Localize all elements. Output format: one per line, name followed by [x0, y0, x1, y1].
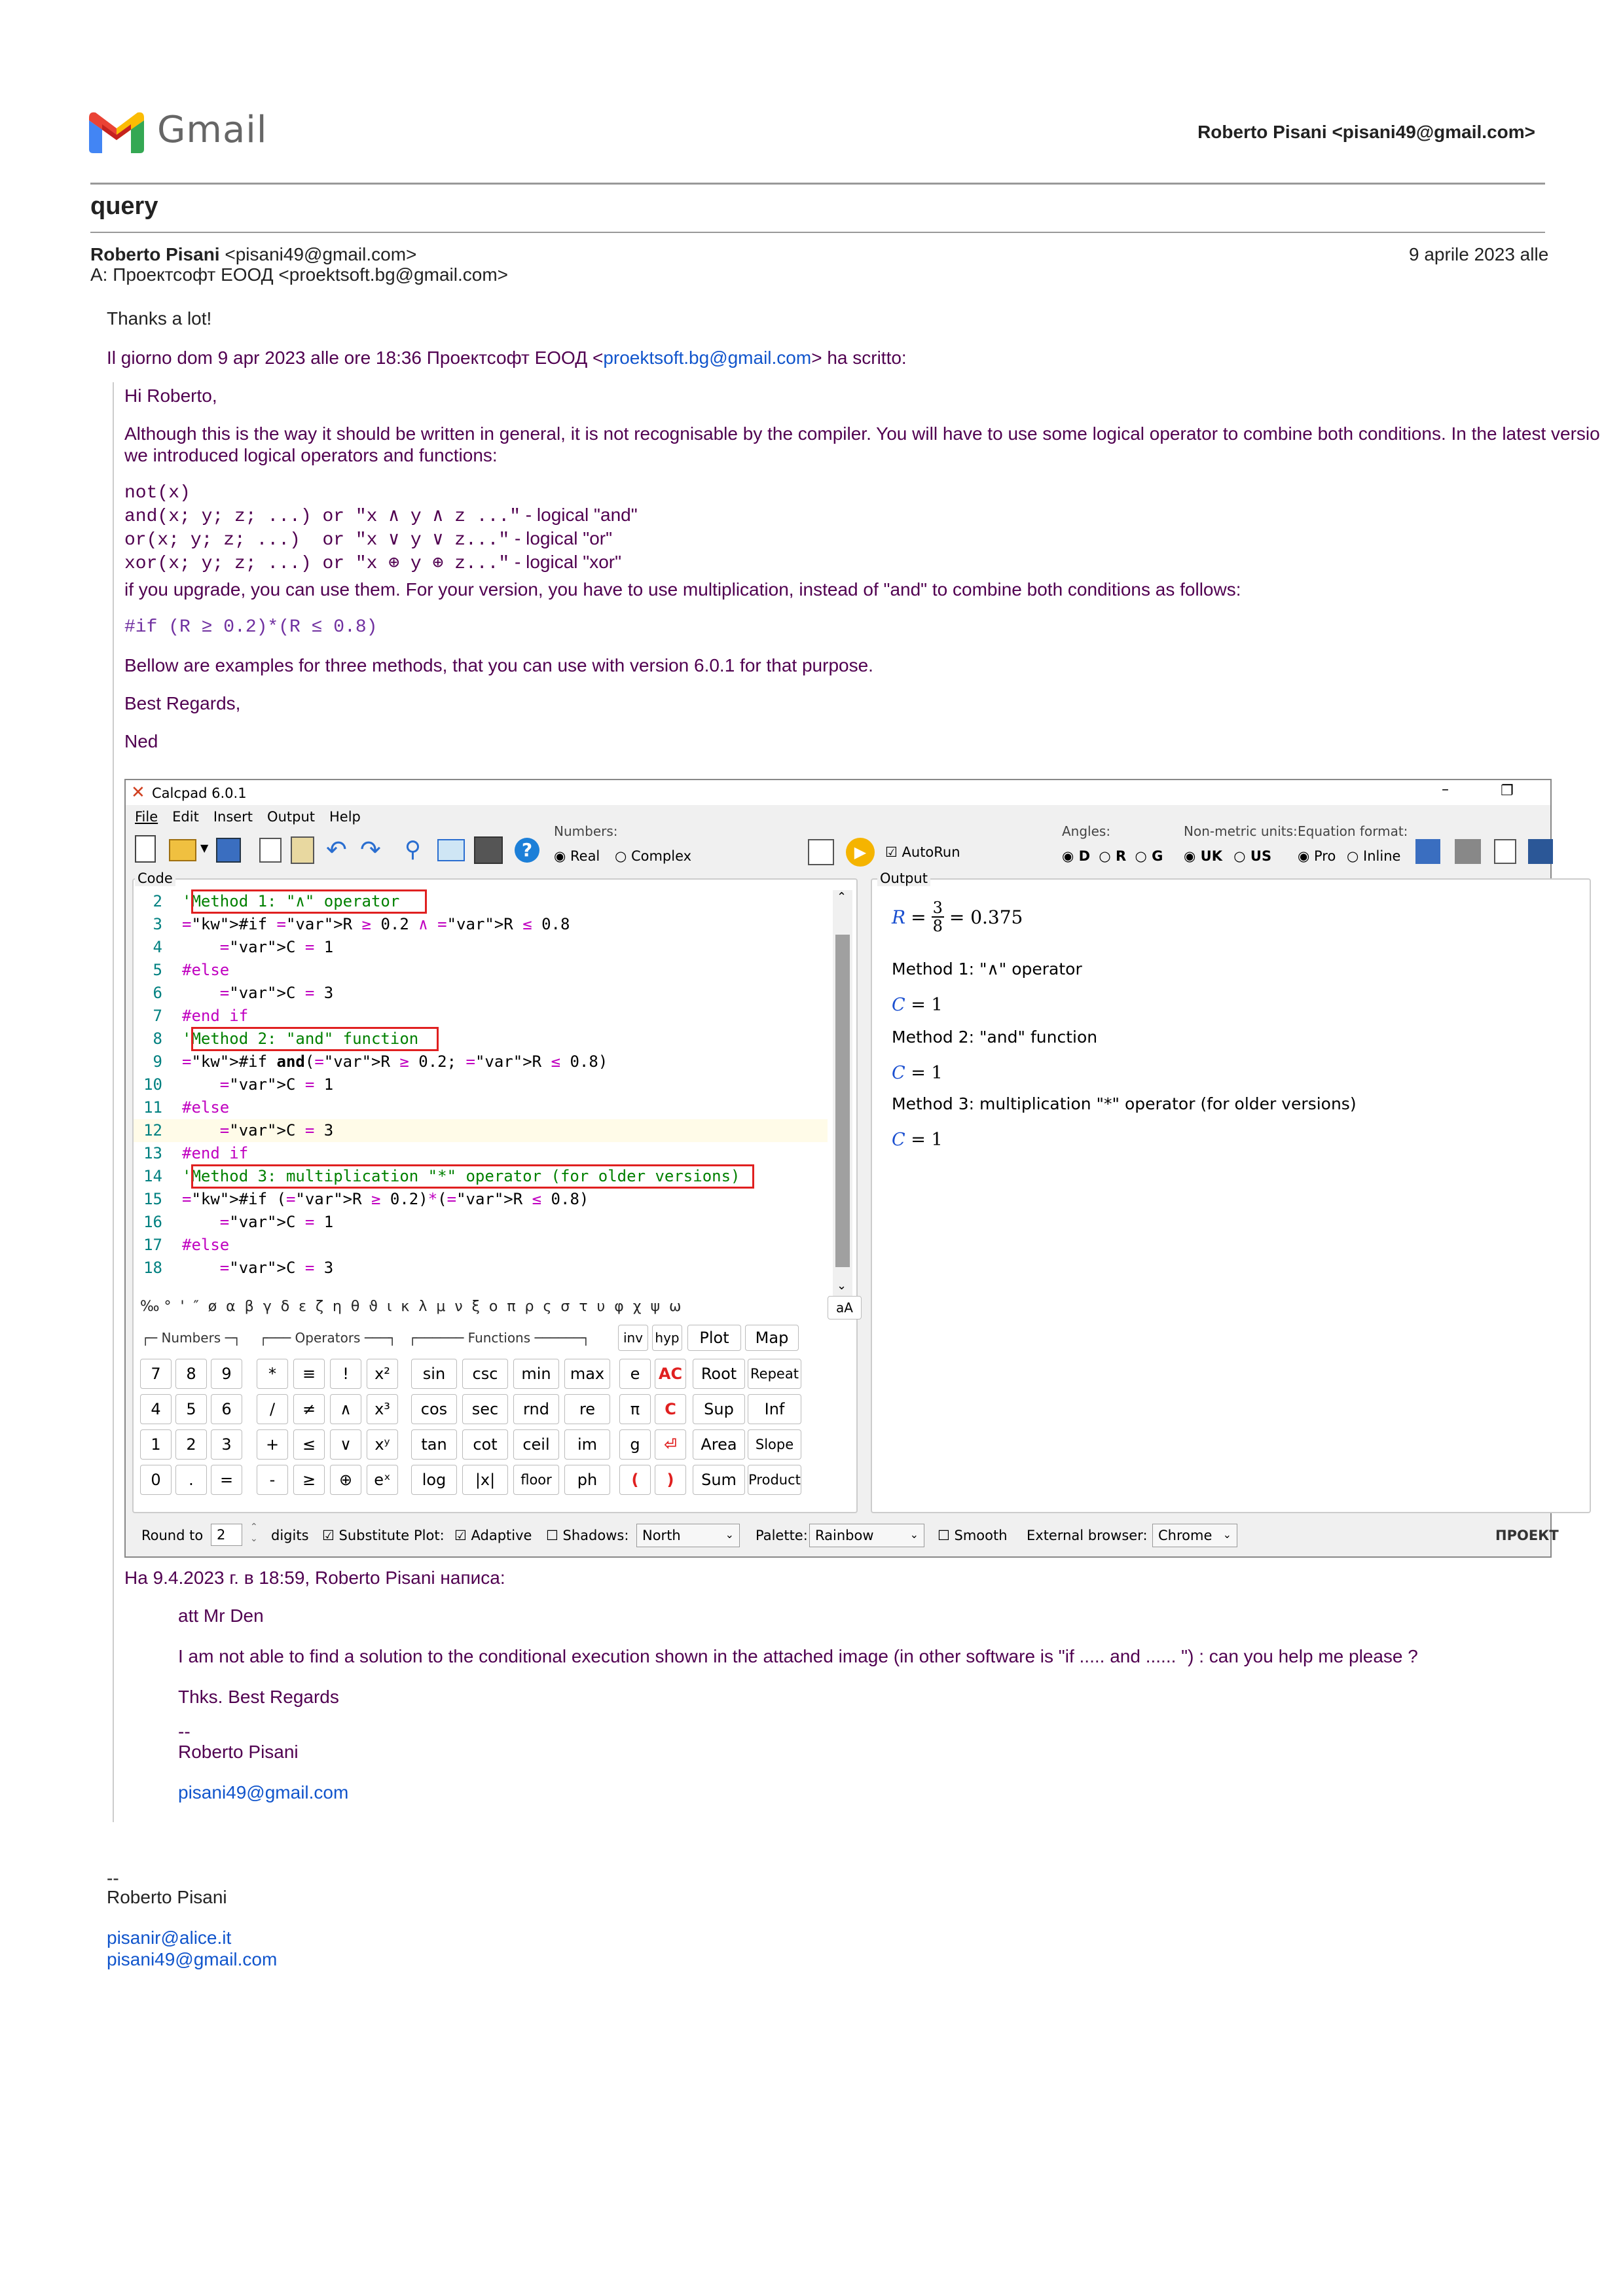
- palette-select[interactable]: Rainbow ⌄: [809, 1524, 924, 1547]
- menu-help[interactable]: Help: [329, 809, 361, 825]
- menu-insert[interactable]: Insert: [213, 809, 253, 825]
- quote-intro-pre: Il giorno dom 9 apr 2023 alle ore 18:36 Проектсофт ЕООД <: [107, 348, 604, 368]
- output-panel: [871, 878, 1591, 1513]
- op-desc: - logical "xor": [509, 552, 622, 572]
- key-map[interactable]: Map: [745, 1325, 799, 1351]
- key-3-3[interactable]: -: [257, 1465, 288, 1495]
- menu-edit[interactable]: Edit: [172, 809, 199, 825]
- save-icon[interactable]: [216, 838, 241, 863]
- key-0-6[interactable]: x²: [367, 1359, 398, 1389]
- footer-email1[interactable]: pisanir@alice.it: [107, 1928, 232, 1948]
- original-question: I am not able to find a solution to the conditional execution shown in the attached image (in other software is "if ..... and ...... ") : can you help me please ?: [178, 1646, 1418, 1666]
- code-line: 18 ="var">C = 3: [143, 1259, 334, 1277]
- reply-signature: Ned: [124, 731, 158, 751]
- key-3-13[interactable]: Sum: [693, 1465, 745, 1495]
- r-value: = 0.375: [949, 906, 1023, 928]
- key-0-8[interactable]: csc: [462, 1359, 508, 1389]
- key-0-11[interactable]: e: [619, 1359, 651, 1389]
- subject-divider: [90, 232, 1545, 233]
- radio-uk[interactable]: ◉ UK: [1184, 848, 1222, 864]
- code-line: 16 ="var">C = 1: [143, 1213, 334, 1231]
- key-0-2[interactable]: 9: [211, 1359, 242, 1389]
- dropdown-icon[interactable]: ▼: [200, 842, 209, 854]
- original-intro: На 9.4.2023 г. в 18:59, Roberto Pisani написа:: [124, 1568, 505, 1588]
- radio-inline[interactable]: ○ Inline: [1347, 848, 1401, 864]
- chevron-down-icon: ⌄: [725, 1528, 734, 1541]
- scroll-down-icon[interactable]: ⌄: [837, 1279, 847, 1293]
- key-inv[interactable]: inv: [618, 1325, 648, 1351]
- reply-greeting: Hi Roberto,: [124, 386, 217, 406]
- greek-row[interactable]: ‰ ° ' ″ ø α β γ δ ε ζ η θ ϑ ι κ λ μ ν ξ ο π ρ ς σ τ υ φ χ ψ ω: [140, 1299, 682, 1315]
- op-desc: - logical "and": [520, 505, 638, 525]
- eq-format-label: Equation format:: [1298, 823, 1408, 839]
- key-plot[interactable]: Plot: [687, 1325, 741, 1351]
- case-toggle-button[interactable]: aA: [828, 1296, 862, 1319]
- header-divider: [90, 183, 1545, 185]
- digits-label: digits: [271, 1528, 309, 1543]
- key-2-2[interactable]: 3: [211, 1429, 242, 1460]
- key-1-5[interactable]: ∧: [330, 1394, 361, 1424]
- key-3-9[interactable]: floor: [513, 1465, 559, 1495]
- numbers-group: [554, 823, 691, 864]
- code-line: 9 ="kw">#if and(="var">R ≥ 0.2; ="var">R ≤ 0.8): [153, 1052, 608, 1071]
- key-0-10[interactable]: max: [564, 1359, 610, 1389]
- output-c2: C = 1: [892, 1063, 943, 1083]
- key-3-11[interactable]: (: [619, 1465, 651, 1495]
- code-label: Code: [135, 870, 175, 886]
- undo-icon[interactable]: ↶: [326, 835, 347, 864]
- output-method3: Method 3: multiplication "*" operator (for older versions): [892, 1094, 1357, 1113]
- key-0-4[interactable]: ≡: [293, 1359, 325, 1389]
- shadows-select[interactable]: North ⌄: [636, 1524, 740, 1547]
- key-3-1[interactable]: .: [175, 1465, 207, 1495]
- message-body: Thanks a lot!: [107, 308, 212, 329]
- fraction-den: 8: [932, 917, 943, 935]
- quote-intro-post: > ha scritto:: [811, 348, 907, 368]
- round-input[interactable]: 2: [211, 1524, 242, 1546]
- logo-text: Gmail: [157, 109, 268, 151]
- substitute-checkbox[interactable]: ☑ Substitute: [322, 1528, 410, 1543]
- code-line: 3 ="kw">#if ="var">R ≥ 0.2 ∧ ="var">R ≤ 0.8: [153, 915, 570, 933]
- code-line: 10 ="var">C = 1: [143, 1075, 334, 1094]
- footer-name: Roberto Pisani: [107, 1887, 227, 1907]
- key-0-5[interactable]: !: [330, 1359, 361, 1389]
- code-line: 5 #else: [153, 961, 230, 979]
- radio-us[interactable]: ○ US: [1233, 848, 1272, 864]
- key-3-7[interactable]: log: [411, 1465, 457, 1495]
- code-line: 13 #end if: [143, 1144, 249, 1162]
- output-method2: Method 2: "and" function: [892, 1028, 1098, 1047]
- key-1-12[interactable]: C: [655, 1394, 686, 1424]
- reply-para2: if you upgrade, you can use them. For your version, you have to use multiplication, instead of "and" to combine both conditions as follows:: [124, 579, 1241, 600]
- output-c1: C = 1: [892, 995, 943, 1015]
- message-to: A: Проектсофт ЕООД <proektsoft.bg@gmail.com>: [90, 264, 509, 285]
- radio-rad[interactable]: ○ R: [1099, 848, 1127, 864]
- radio-pro[interactable]: ◉ Pro: [1298, 848, 1336, 864]
- key-2-0[interactable]: 1: [140, 1429, 172, 1460]
- quote-intro: [107, 347, 907, 368]
- key-0-1[interactable]: 8: [175, 1359, 207, 1389]
- key-3-14[interactable]: Product: [748, 1465, 801, 1495]
- radio-grad[interactable]: ○ G: [1135, 848, 1163, 864]
- reply-para1: Although this is the way it should be written in general, it is not recognisable by the compiler. You will have to use some logical operator to combine both conditions. In the latest versio: [124, 423, 1600, 444]
- adaptive-checkbox[interactable]: ☑ Adaptive: [454, 1528, 532, 1543]
- save-output-icon[interactable]: [1415, 839, 1440, 864]
- redo-icon[interactable]: ↷: [360, 835, 381, 864]
- original-thanks: Thks. Best Regards: [178, 1687, 339, 1707]
- scroll-up-icon[interactable]: ⌃: [837, 890, 847, 904]
- key-0-9[interactable]: min: [513, 1359, 559, 1389]
- key-3-12[interactable]: ): [655, 1465, 686, 1495]
- code-example: #if (R ≥ 0.2)*(R ≤ 0.8): [124, 617, 378, 637]
- reply-para3: Bellow are examples for three methods, that you can use with version 6.0.1 for that purpose.: [124, 655, 873, 675]
- message-date: 9 aprile 2023 alle: [1409, 244, 1549, 264]
- units-group: [1184, 823, 1298, 864]
- var-r: R: [892, 906, 906, 928]
- op-code: and(x; y; z; ...) or "x ∧ y ∧ z ...": [124, 507, 521, 527]
- key-0-0[interactable]: 7: [140, 1359, 172, 1389]
- radio-real[interactable]: ◉ Real: [554, 848, 600, 864]
- shadows-checkbox[interactable]: ☐ Shadows:: [546, 1528, 629, 1543]
- angles-label: Angles:: [1062, 823, 1111, 839]
- quote-bar: [113, 382, 114, 1822]
- key-0-12[interactable]: AC: [655, 1359, 686, 1389]
- key-3-6[interactable]: eˣ: [367, 1465, 398, 1495]
- key-2-13[interactable]: Area: [693, 1429, 745, 1460]
- op-xor: [124, 551, 638, 575]
- key-0-14[interactable]: Repeat: [748, 1359, 801, 1389]
- footer-email2[interactable]: pisani49@gmail.com: [107, 1949, 278, 1969]
- key-3-0[interactable]: 0: [140, 1465, 172, 1495]
- highlight-box: [191, 1027, 439, 1051]
- menu-bar: [135, 809, 361, 825]
- key-3-5[interactable]: ⊕: [330, 1465, 361, 1495]
- key-3-10[interactable]: ph: [564, 1465, 610, 1495]
- gmail-logo: [89, 109, 272, 156]
- run-icon[interactable]: ▶: [846, 838, 875, 867]
- calcpad-icon: ✕: [131, 783, 145, 802]
- code-line: 17 #else: [143, 1236, 230, 1254]
- gmail-m-icon: [89, 111, 144, 153]
- palette-label: Palette:: [756, 1528, 808, 1543]
- key-2-4[interactable]: ≤: [293, 1429, 325, 1460]
- plot-label: Plot:: [414, 1528, 445, 1543]
- new-file-icon[interactable]: [135, 835, 156, 863]
- highlight-box: [191, 889, 427, 914]
- from-email: <pisani49@gmail.com>: [225, 244, 417, 264]
- op-and: [124, 504, 638, 528]
- image-icon[interactable]: [437, 839, 465, 861]
- angles-group: [1062, 823, 1163, 864]
- radio-complex[interactable]: ○ Complex: [614, 848, 692, 864]
- op-desc: - logical "or": [509, 528, 613, 548]
- chevron-down-icon: ⌄: [1222, 1528, 1231, 1541]
- key-0-7[interactable]: sin: [411, 1359, 457, 1389]
- op-code: xor(x; y; z; ...) or "x ⊕ y ⊕ z...": [124, 554, 510, 574]
- code-line: 8 'Method 2: "and" function: [153, 1030, 419, 1048]
- window-title: Calcpad 6.0.1: [152, 785, 247, 801]
- key-1-6[interactable]: x³: [367, 1394, 398, 1424]
- reply-para1b: we introduced logical operators and functions:: [124, 445, 498, 465]
- quote-intro-link[interactable]: proektsoft.bg@gmail.com: [603, 348, 812, 368]
- calcpad-screenshot: [124, 779, 1559, 1558]
- browser-select[interactable]: Chrome ⌄: [1152, 1524, 1237, 1547]
- key-1-9[interactable]: rnd: [513, 1394, 559, 1424]
- numbers-label: Numbers:: [554, 823, 618, 839]
- restore-icon[interactable]: ❐: [1501, 783, 1514, 799]
- autorun-checkbox[interactable]: ☑ AutoRun: [885, 844, 960, 860]
- original-sig-email[interactable]: pisani49@gmail.com: [178, 1782, 349, 1803]
- smooth-checkbox[interactable]: ☐ Smooth: [938, 1528, 1008, 1543]
- menu-output[interactable]: Output: [267, 809, 315, 825]
- key-1-2[interactable]: 6: [211, 1394, 242, 1424]
- browser-label: External browser:: [1027, 1528, 1148, 1543]
- menu-file[interactable]: File: [135, 809, 158, 825]
- code-scrollbar[interactable]: [833, 890, 852, 1296]
- key-2-3[interactable]: +: [257, 1429, 288, 1460]
- key-0-13[interactable]: Root: [693, 1359, 745, 1389]
- op-or: [124, 528, 638, 551]
- key-1-14[interactable]: Inf: [748, 1394, 801, 1424]
- key-2-11[interactable]: g: [619, 1429, 651, 1460]
- round-spinner-icon[interactable]: ⌃ ⌄: [250, 1522, 258, 1544]
- copy-output-icon[interactable]: [1494, 839, 1516, 864]
- original-sig-dash: --: [178, 1721, 191, 1742]
- from-name: Roberto Pisani: [90, 244, 220, 264]
- highlight-box: [191, 1164, 754, 1189]
- account-label: Roberto Pisani <pisani49@gmail.com>: [1197, 122, 1535, 142]
- minimize-icon[interactable]: –: [1442, 781, 1449, 798]
- scroll-thumb[interactable]: [835, 935, 850, 1267]
- code-line: 4 ="var">C = 1: [153, 938, 334, 956]
- units-label: Non-metric units:: [1184, 823, 1298, 839]
- keypad-icon[interactable]: [474, 836, 503, 864]
- key-1-8[interactable]: sec: [462, 1394, 508, 1424]
- round-label: Round to: [141, 1528, 204, 1543]
- op-code: or(x; y; z; ...) or "x ∨ y ∨ z...": [124, 530, 510, 550]
- key-1-13[interactable]: Sup: [693, 1394, 745, 1424]
- word-icon[interactable]: [1528, 839, 1553, 864]
- open-folder-icon[interactable]: [169, 839, 196, 861]
- title-bar: [126, 780, 1550, 805]
- paste-icon[interactable]: [291, 836, 314, 864]
- code-line: 14 'Method 3: multiplication "*" operator (for older versions): [143, 1167, 740, 1185]
- copy-icon[interactable]: [259, 838, 282, 863]
- footer-dash: --: [107, 1868, 119, 1888]
- key-2-6[interactable]: xʸ: [367, 1429, 398, 1460]
- key-1-11[interactable]: π: [619, 1394, 651, 1424]
- key-2-5[interactable]: ∨: [330, 1429, 361, 1460]
- brand-label: ПРОЕКТ: [1495, 1528, 1559, 1543]
- key-1-4[interactable]: ≠: [293, 1394, 325, 1424]
- key-hyp[interactable]: hyp: [652, 1325, 682, 1351]
- key-2-12[interactable]: ⏎: [655, 1429, 686, 1460]
- footer-signature: [107, 1868, 278, 1970]
- output-c3: C = 1: [892, 1130, 943, 1150]
- code-line: 6 ="var">C = 3: [153, 984, 334, 1002]
- op-not: [124, 480, 638, 504]
- code-panel: [132, 878, 858, 1513]
- message-from: [90, 243, 416, 265]
- key-2-1[interactable]: 2: [175, 1429, 207, 1460]
- key-1-0[interactable]: 4: [140, 1394, 172, 1424]
- output-label: Output: [877, 870, 930, 886]
- eq-format-group: [1298, 823, 1408, 864]
- op-code: not(x): [124, 483, 191, 503]
- status-bar: [126, 1518, 1559, 1555]
- subject-title: query: [90, 192, 158, 220]
- key-2-7[interactable]: tan: [411, 1429, 457, 1460]
- key-0-3[interactable]: *: [257, 1359, 288, 1389]
- output-r-equation: R = $\frac{3}{8}$ = 0.375: [892, 899, 1023, 935]
- key-3-4[interactable]: ≥: [293, 1465, 325, 1495]
- key-1-7[interactable]: cos: [411, 1394, 457, 1424]
- code-line: 7 #end if: [153, 1007, 249, 1025]
- print-icon[interactable]: [1455, 839, 1481, 864]
- key-1-10[interactable]: re: [564, 1394, 610, 1424]
- original-att: att Mr Den: [178, 1605, 264, 1626]
- key-2-8[interactable]: cot: [462, 1429, 508, 1460]
- fraction: [932, 899, 944, 935]
- code-editor[interactable]: [134, 890, 828, 1296]
- group-functions-label: ┌────── Functions ──────┐: [409, 1330, 590, 1346]
- key-2-9[interactable]: ceil: [513, 1429, 559, 1460]
- key-3-8[interactable]: |x|: [462, 1465, 508, 1495]
- code-line: 11 #else: [143, 1098, 230, 1117]
- key-1-3[interactable]: /: [257, 1394, 288, 1424]
- chevron-down-icon: ⌄: [909, 1528, 919, 1541]
- code-line: 15 ="kw">#if (="var">R ≥ 0.2)*(="var">R ≤ 0.8): [143, 1190, 589, 1208]
- ops-list: [124, 480, 638, 575]
- key-2-14[interactable]: Slope: [748, 1429, 801, 1460]
- group-numbers-label: ┌─ Numbers ─┐: [141, 1330, 241, 1346]
- radio-deg[interactable]: ◉ D: [1062, 848, 1091, 864]
- key-1-1[interactable]: 5: [175, 1394, 207, 1424]
- output-method1: Method 1: "∧" operator: [892, 960, 1082, 978]
- key-3-2[interactable]: =: [211, 1465, 242, 1495]
- group-operators-label: ┌─── Operators ───┐: [259, 1330, 397, 1346]
- reply-regards: Best Regards,: [124, 693, 241, 713]
- code-line: 12 ="var">C = 3: [143, 1121, 334, 1139]
- help-icon[interactable]: ?: [515, 838, 539, 863]
- list-icon[interactable]: [808, 839, 834, 865]
- code-line: 2 'Method 1: "∧" operator: [153, 892, 400, 910]
- find-icon[interactable]: ⚲: [405, 836, 421, 863]
- fraction-num: 3: [932, 899, 943, 917]
- key-2-10[interactable]: im: [564, 1429, 610, 1460]
- original-sig-name: Roberto Pisani: [178, 1742, 299, 1762]
